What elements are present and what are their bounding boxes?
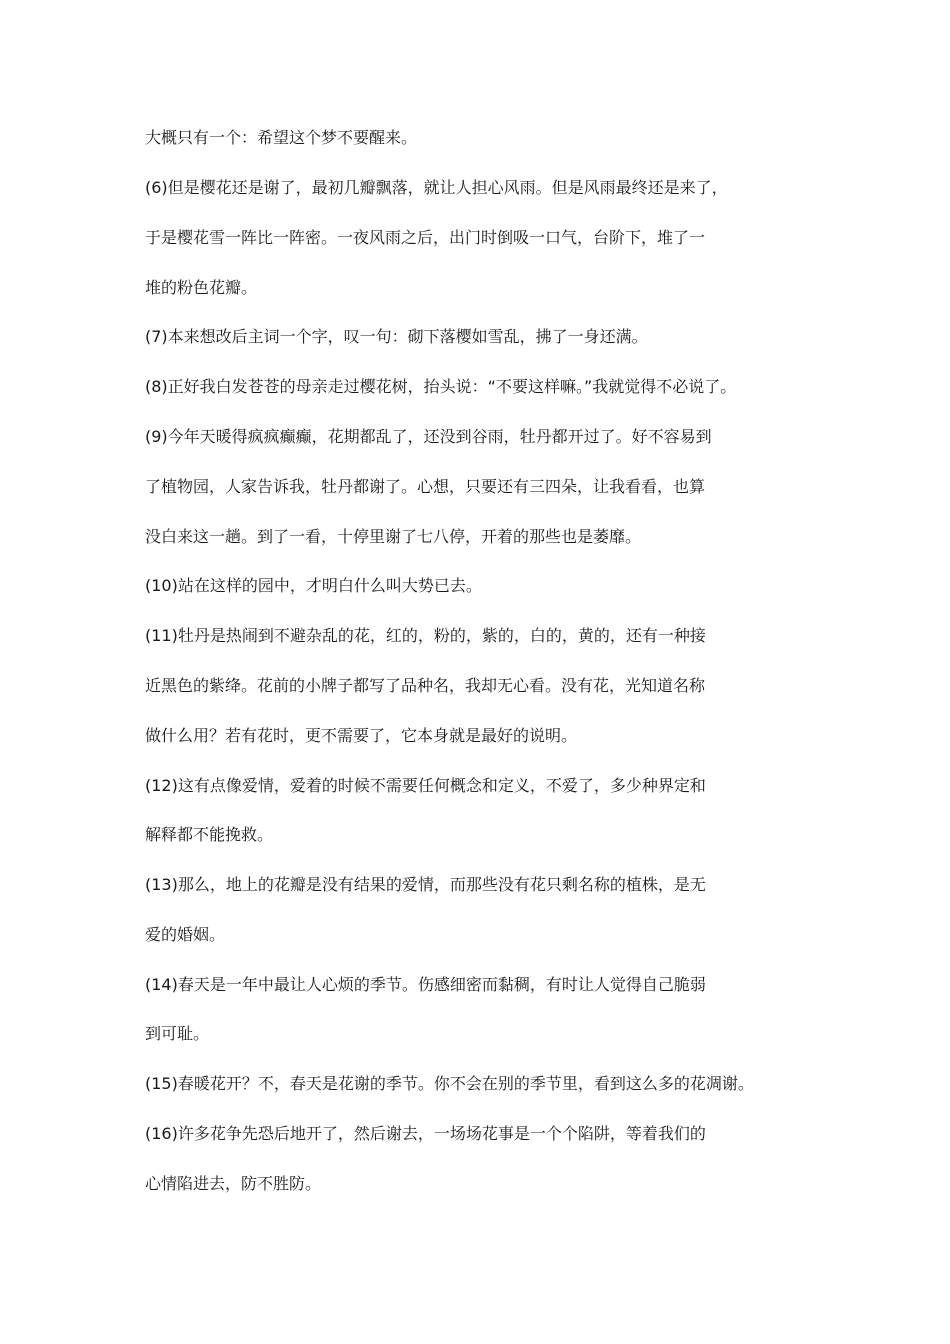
text-line: 没白来这一趟。到了一看，十停里谢了七八停，开着的那些也是萎靡。 [145, 527, 642, 546]
text-line: 近黑色的紫绛。花前的小牌子都写了品种名，我却无心看。没有花，光知道名称 [145, 676, 706, 695]
text-line: 到可耻。 [145, 1024, 210, 1043]
text-line: (13)那么，地上的花瓣是没有结果的爱情，而那些没有花只剩名称的植株，是无 [145, 875, 706, 894]
text-line: 大概只有一个：希望这个梦不要醒来。 [145, 128, 418, 147]
text-line: 堆的粉色花瓣。 [145, 278, 258, 297]
text-line: 做什么用？若有花时，更不需要了，它本身就是最好的说明。 [145, 726, 578, 745]
text-line: (16)许多花争先恐后地开了，然后谢去，一场场花事是一个个陷阱，等着我们的 [145, 1124, 706, 1143]
text-line: (10)站在这样的园中，才明白什么叫大势已去。 [145, 576, 482, 595]
text-line: (15)春暖花开？不，春天是花谢的季节。你不会在别的季节里，看到这么多的花凋谢。 [145, 1074, 754, 1093]
text-line: 解释都不能挽救。 [145, 825, 274, 844]
text-line: (9)今年天暖得疯疯癫癫，花期都乱了，还没到谷雨，牡丹都开过了。好不容易到 [145, 427, 712, 446]
text-line: (12)这有点像爱情，爱着的时候不需要任何概念和定义，不爱了，多少种界定和 [145, 776, 706, 795]
text-line: (8)正好我白发苍苍的母亲走过樱花树，抬头说：“不要这样嘛。”我就觉得不必说了。 [145, 377, 737, 396]
text-line: 爱的婚姻。 [145, 925, 226, 944]
text-line: (7)本来想改后主词一个字，叹一句：砌下落樱如雪乱，拂了一身还满。 [145, 327, 648, 346]
text-line: 心情陷进去，防不胜防。 [145, 1174, 322, 1193]
text-line: 了植物园，人家告诉我，牡丹都谢了。心想，只要还有三四朵，让我看看，也算 [145, 477, 706, 496]
text-line: 于是樱花雪一阵比一阵密。一夜风雨之后，出门时倒吸一口气，台阶下，堆了一 [145, 228, 706, 247]
text-line: (14)春天是一年中最让人心烦的季节。伤感细密而黏稠，有时让人觉得自己脆弱 [145, 975, 706, 994]
text-line: (11)牡丹是热闹到不避杂乱的花，红的，粉的，紫的，白的，黄的，还有一种接 [145, 626, 706, 645]
text-line: (6)但是樱花还是谢了，最初几瓣飘落，就让人担心风雨。但是风雨最终还是来了， [145, 178, 728, 197]
